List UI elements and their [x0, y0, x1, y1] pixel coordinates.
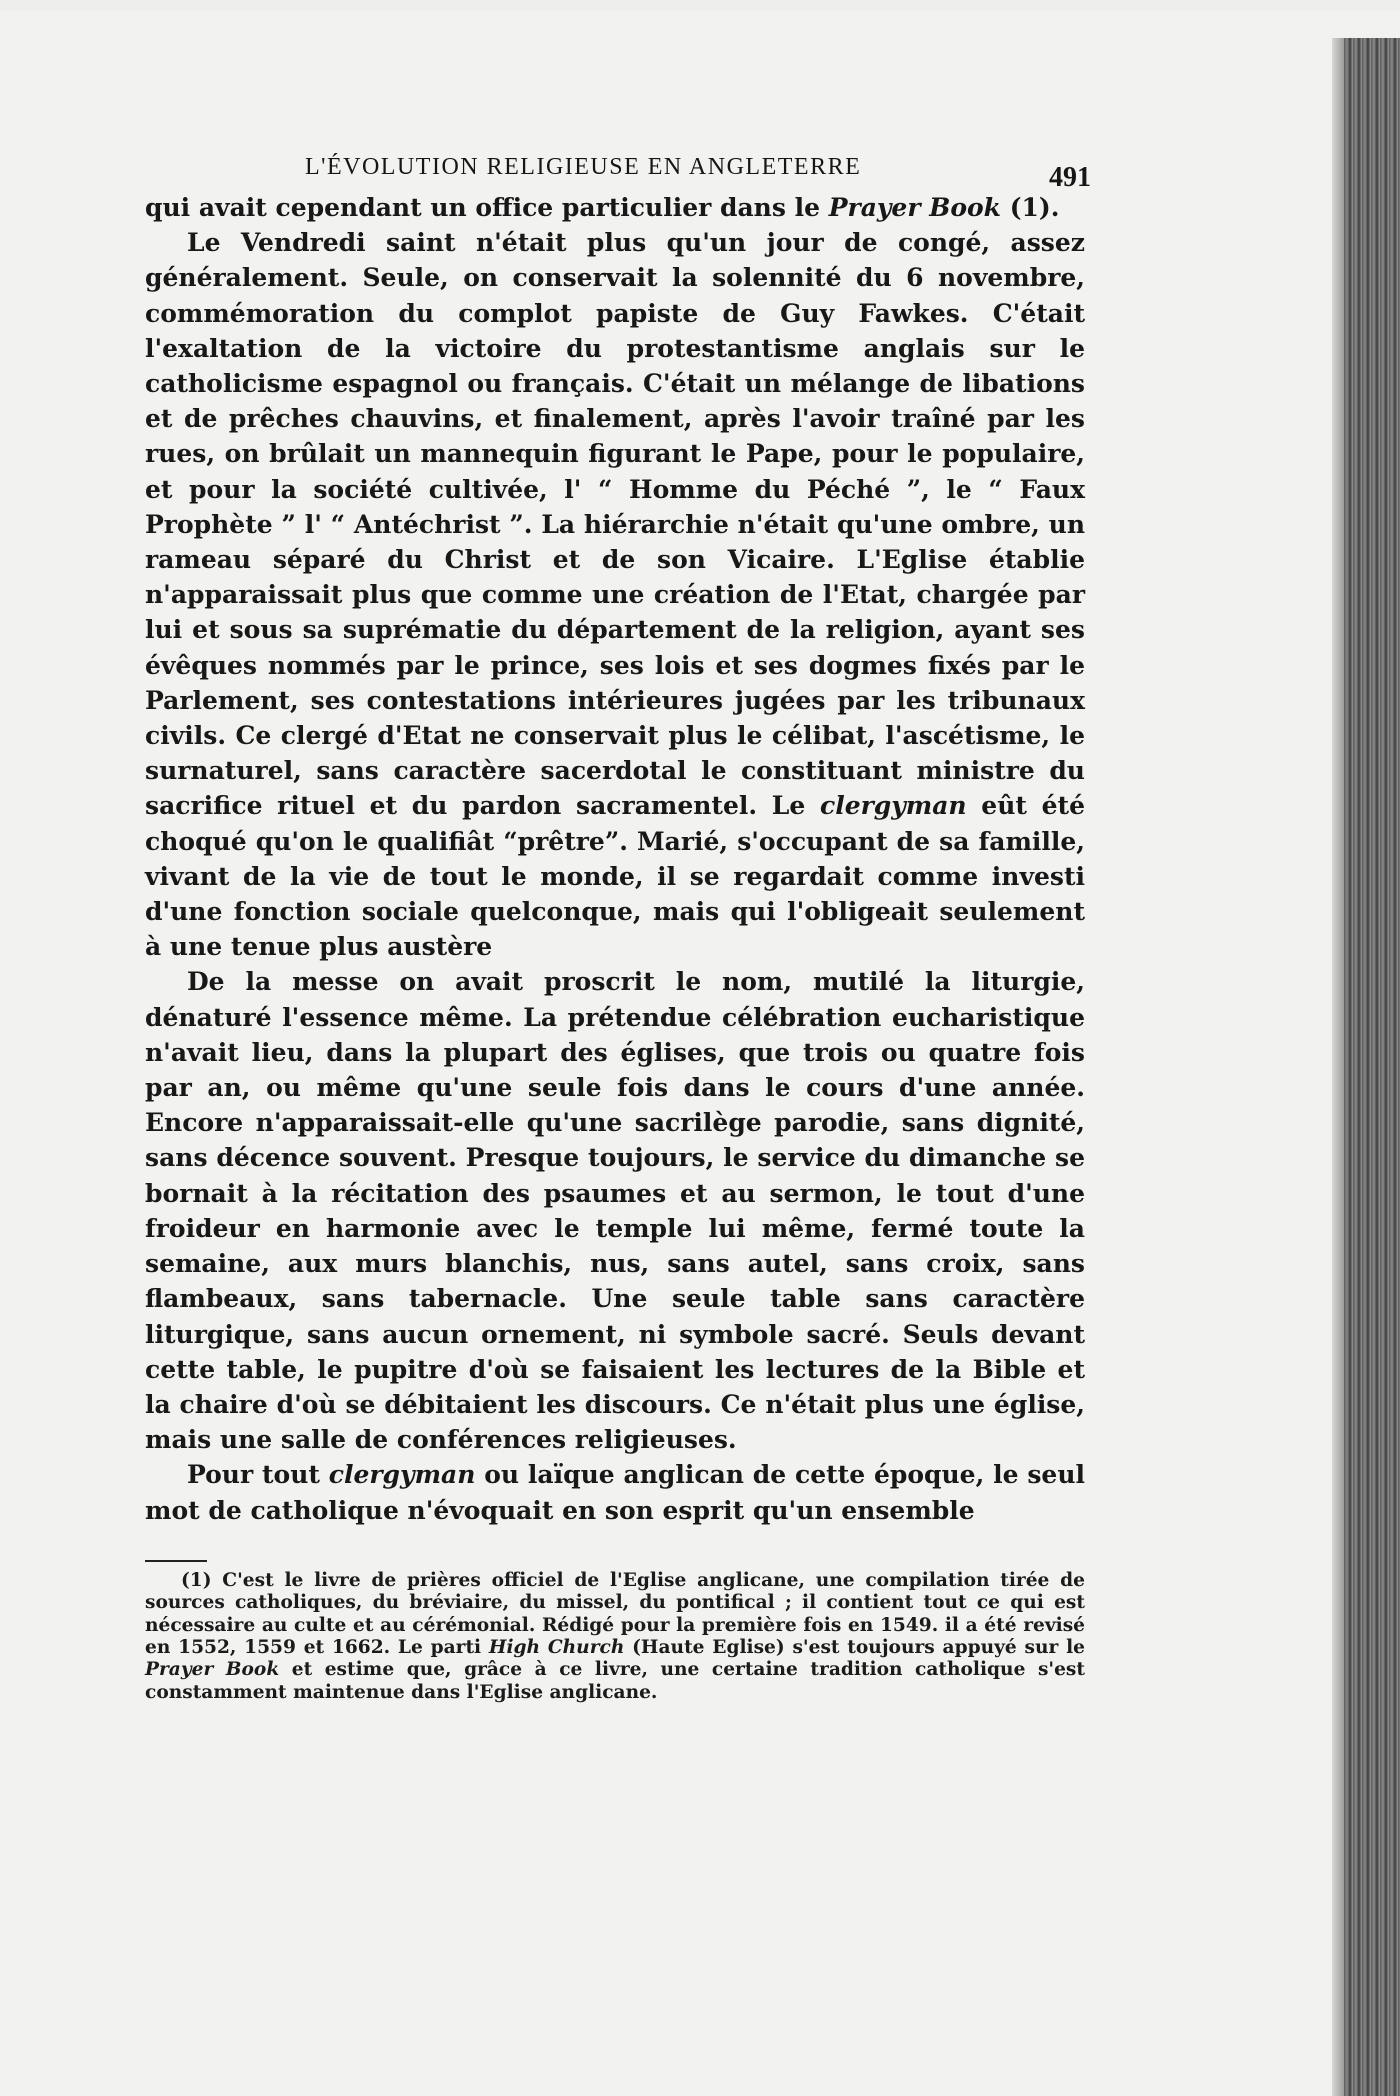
page-gutter-shadow: [1332, 38, 1344, 2096]
text-run: Le Vendredi saint n'était plus qu'un jour de congé, assez généralement. Seule, on conservait la solennité du 6 novembre, commémoration du complot papiste de Guy Fawkes. C'était l'exaltation de la victoire du protestantisme anglais sur le catholicisme espagnol ou français. C'était un mélange de libations et de prêches chauvins, et finalement, après l'avoir traîné par les rues, on brûlait un mannequin figurant le Pape, pour le populaire, et pour la société cultivée, l' “ Homme du Péché ”, le “ Faux Prophète ” l' “ Antéchrist ”. La hiérarchie n'était qu'une ombre, un rameau séparé du Christ et de son Vicaire. L'Eglise établie n'apparaissait plus que comme une création de l'Etat, chargée par lui et sous sa suprématie du département de la religion, ayant ses évêques nommés par le prince, ses lois et ses dogmes fixés par le Parlement, ses contestations intérieures jugées par les tribunaux civils. Ce clergé d'Etat ne conservait plus le célibat, l'ascétisme, le surnaturel, sans caractère sacerdotal le constituant ministre du sacrifice rituel et du pardon sacramentel. Le: [145, 228, 1085, 821]
italic-text: High Church: [488, 1636, 625, 1658]
paragraph: [145, 964, 1085, 1457]
running-head-title: L'ÉVOLUTION RELIGIEUSE EN ANGLETERRE: [305, 154, 862, 180]
text-run: eût été choqué qu'on le qualifiât “prêtre”. Marié, s'occupant de sa famille, vivant de la vie de tout le monde, il se regardait comme investi d'une fonction sociale quelconque, mais qui l'obligeait seulement à une tenue plus austère: [145, 791, 1085, 962]
main-text: [145, 190, 1085, 1528]
italic-text: Prayer Book: [828, 193, 1001, 222]
text-run: De la messe on avait proscrit le nom, mutilé la liturgie, dénaturé l'essence même. La prétendue célébration eucharistique n'avait lieu, dans la plupart des églises, que trois ou quatre fois par an, ou même qu'une seule fois dans le cours d'une année. Encore n'apparaissait-elle qu'une sacrilège parodie, sans dignité, sans décence souvent. Presque toujours, le service du dimanche se bornait à la récitation des psaumes et au sermon, le tout d'une froideur en harmonie avec le temple lui même, fermé toute la semaine, aux murs blanchis, nus, sans autel, sans croix, sans flambeaux, sans tabernacle. Une seule table sans caractère liturgique, sans aucun ornement, ni symbole sacré. Seuls devant cette table, le pupitre d'où se faisaient les lectures de la Bible et la chaire d'où se débitaient les discours. Ce n'était plus une église, mais une salle de conférences religieuses.: [145, 967, 1085, 1455]
text-run: Pour tout: [187, 1460, 329, 1490]
text-run: (1) C'est le livre de prières officiel de l'Eglise anglicane, une compilation tirée de sources catholiques, du bréviaire, du missel, du pontifical ; il contient tout ce qui est nécessaire au culte et au cérémonial. Rédigé pour la première fois en 1549. il a été revisé en 1552, 1559 et 1662. Le parti: [145, 1569, 1085, 1658]
text-run: (Haute Eglise) s'est toujours appuyé sur le: [624, 1636, 1085, 1658]
text-run: et estime que, grâce à ce livre, une certaine tradition catholique s'est constamment maintenue dans l'Eglise anglicane.: [145, 1659, 1085, 1703]
paragraph: [145, 225, 1085, 964]
footnote-rule: [145, 1560, 207, 1562]
italic-text: Prayer Book: [145, 1659, 280, 1681]
text-run: qui avait cependant un office particulier dans le: [145, 193, 829, 222]
paragraph: [145, 190, 1085, 225]
italic-text: clergyman: [819, 791, 967, 821]
italic-text: clergyman: [328, 1460, 476, 1490]
text-run: (1).: [1001, 193, 1060, 222]
page-number: 491: [1049, 162, 1091, 193]
text-run: ou laïque anglican de cette époque, le seul mot de catholique n'évoquait en son esprit qu'un ensemble: [145, 1460, 1085, 1525]
footnote: [145, 1570, 1085, 1704]
book-page-edges: [1344, 38, 1400, 2096]
running-head: [145, 118, 1091, 193]
scan-top-edge: [0, 0, 1400, 10]
paragraph: [145, 1457, 1085, 1527]
book-page: [145, 118, 1091, 1704]
